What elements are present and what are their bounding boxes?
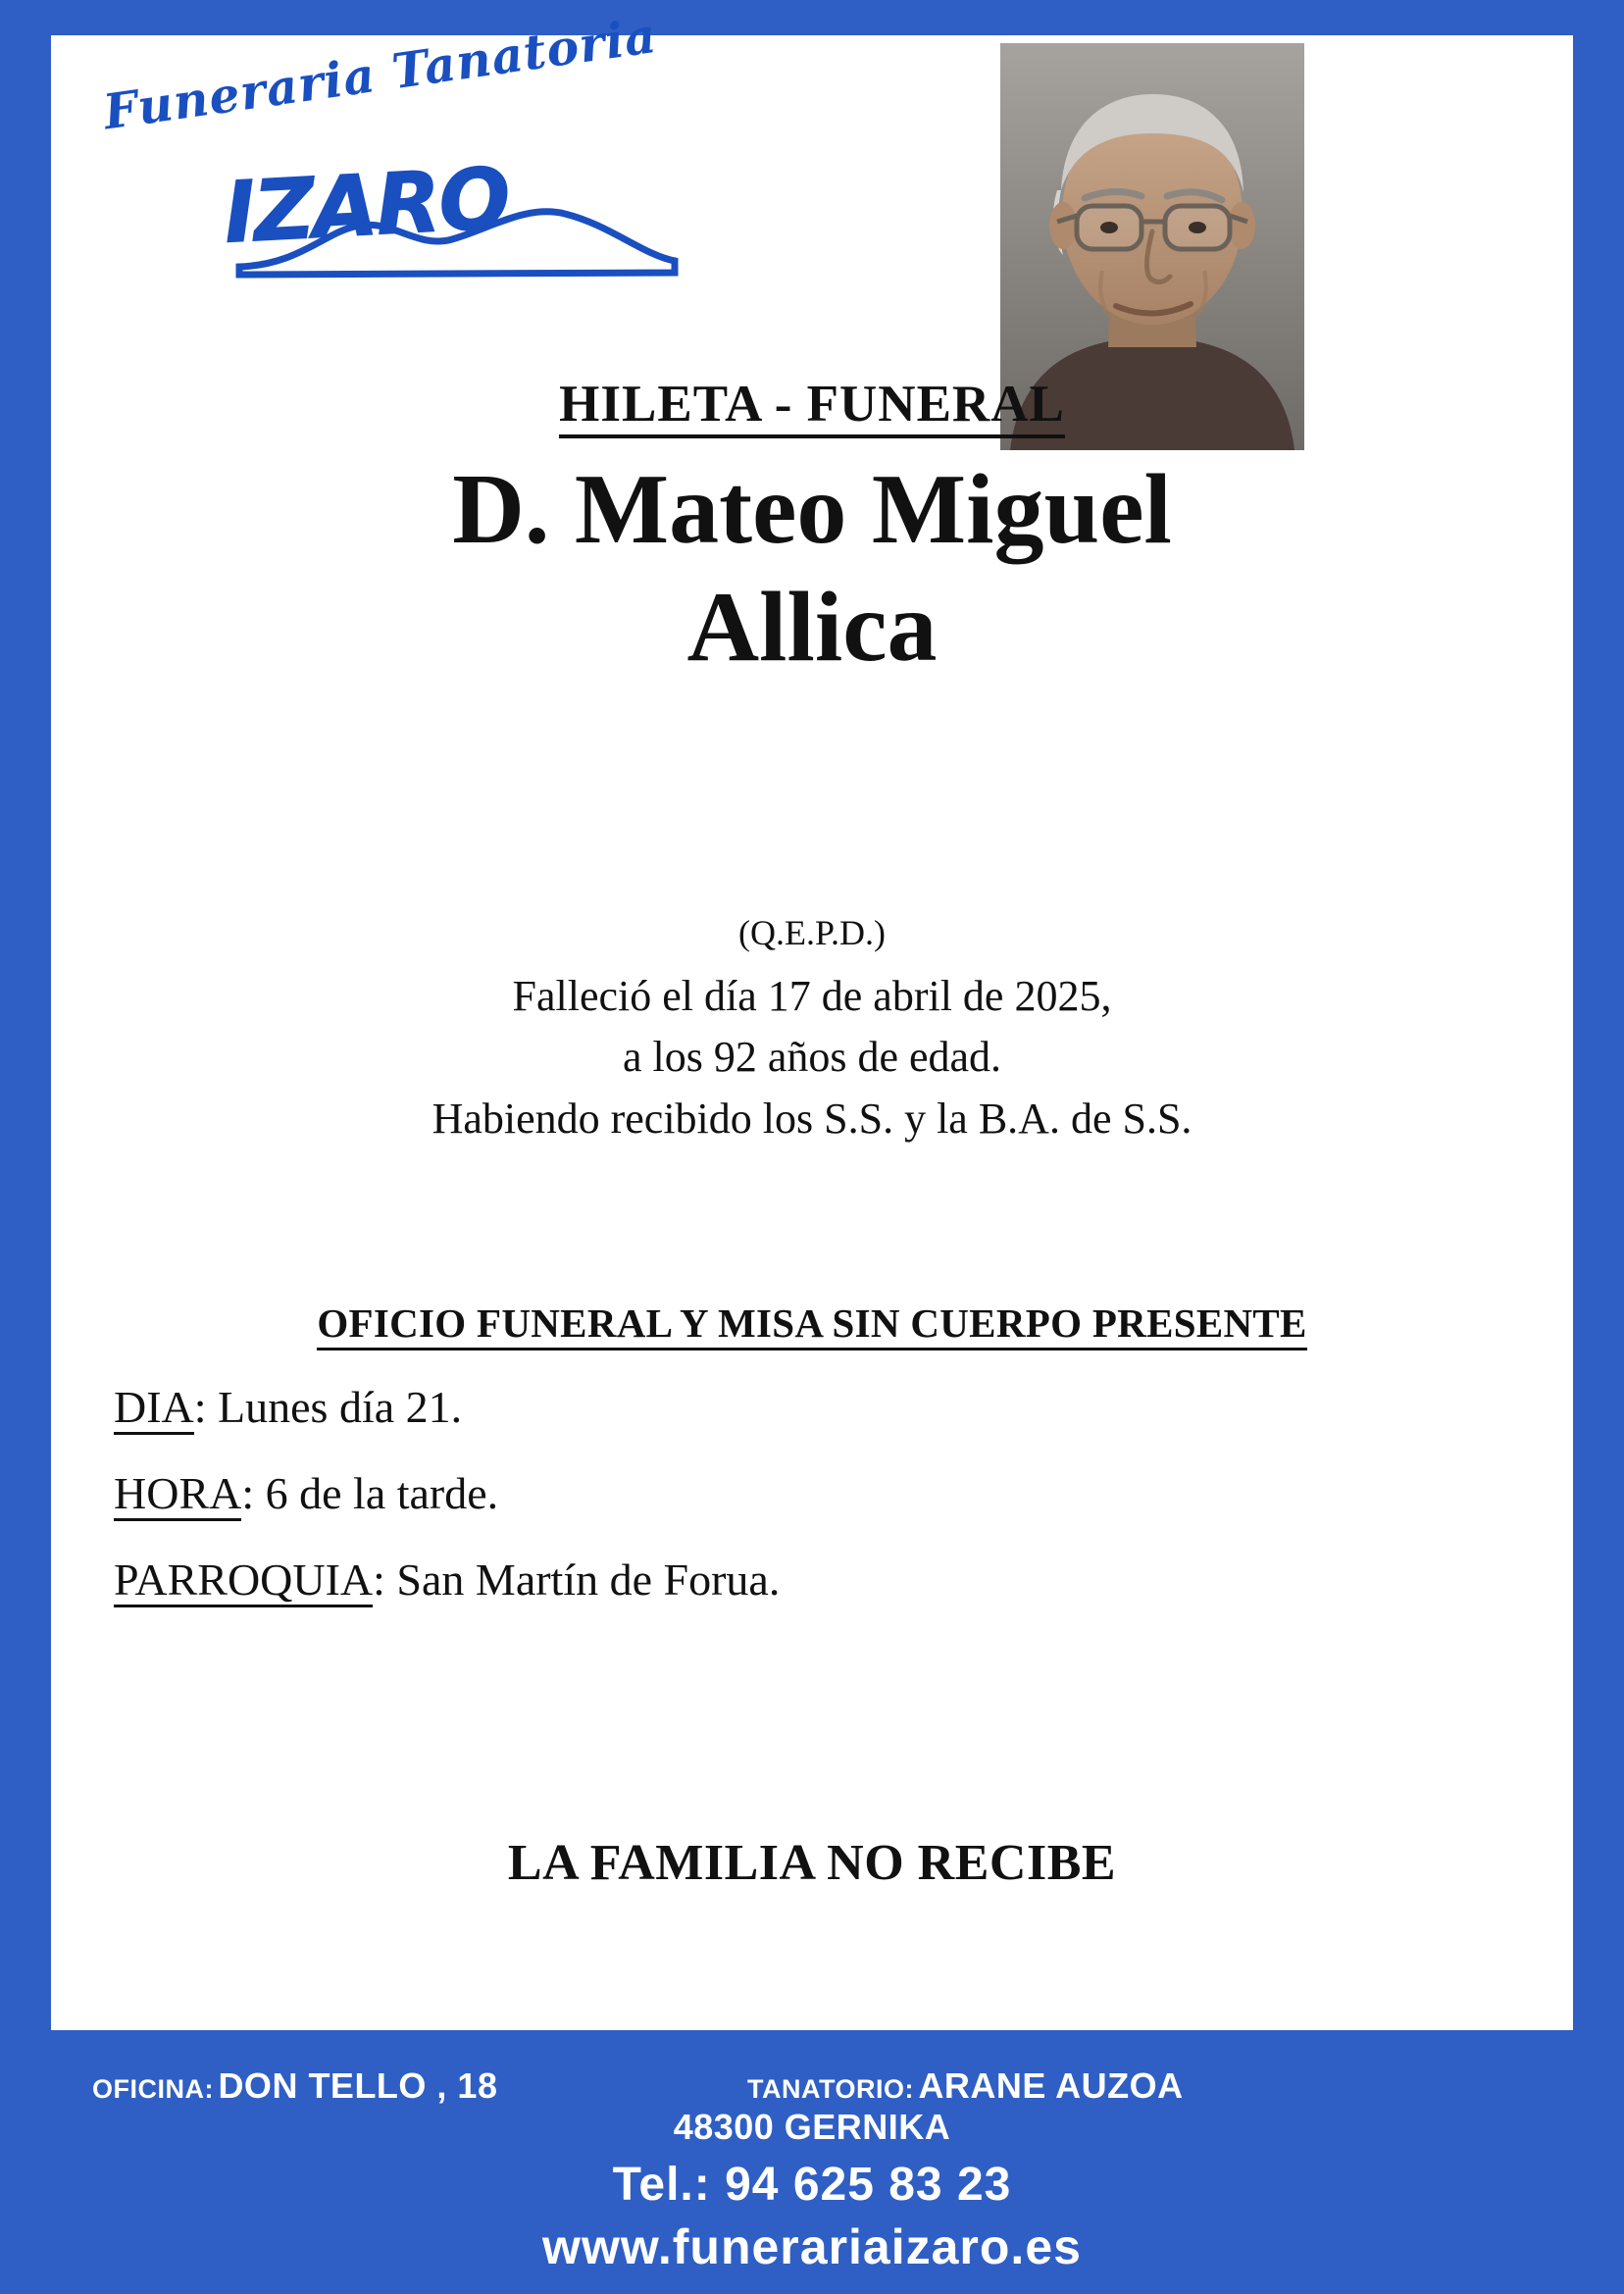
service-day-row xyxy=(114,1381,1389,1433)
service-hour-label: HORA xyxy=(114,1468,241,1521)
deceased-name-line1: D. Mateo Miguel xyxy=(452,454,1172,565)
footer-office-label: OFICINA: xyxy=(92,2074,214,2104)
service-day-value: : Lunes día 21. xyxy=(193,1382,463,1432)
footer-addresses-row xyxy=(0,2060,1624,2106)
logo-main-text: IZARO xyxy=(222,149,512,263)
page-title xyxy=(0,375,1624,433)
footer-tanatorio-value: ARANE AUZOA xyxy=(918,2065,1184,2106)
service-day-label: DIA xyxy=(114,1382,194,1435)
service-parish-row xyxy=(114,1554,1389,1606)
service-heading xyxy=(0,1300,1624,1347)
service-hour-value: : 6 de la tarde. xyxy=(241,1468,499,1518)
qepd-text: (Q.E.P.D.) xyxy=(738,913,886,952)
footer-office xyxy=(92,2065,497,2107)
service-heading-text: OFICIO FUNERAL Y MISA SIN CUERPO PRESENTE xyxy=(317,1300,1306,1351)
death-date-line: Falleció el día 17 de abril de 2025, xyxy=(512,972,1112,1020)
izaro-logo xyxy=(94,6,722,275)
footer-phone[interactable]: Tel.: 94 625 83 23 xyxy=(612,2159,1012,2211)
death-age-line: a los 92 años de edad. xyxy=(622,1033,1002,1082)
service-parish-label: PARROQUIA xyxy=(114,1555,373,1607)
service-hour-row xyxy=(114,1467,1389,1519)
deceased-name xyxy=(118,451,1506,688)
footer-website-link[interactable]: www.funerariaizaro.es xyxy=(542,2219,1082,2274)
footer-office-value: DON TELLO , 18 xyxy=(218,2065,498,2106)
service-parish-value: : San Martín de Forua. xyxy=(373,1555,781,1605)
family-notice: LA FAMILIA NO RECIBE xyxy=(507,1835,1117,1891)
footer-contact-bar xyxy=(0,2036,1624,2294)
logo-script-text: Funeraria Tanatoria xyxy=(100,6,661,141)
sacraments-line: Habiendo recibido los S.S. y la B.A. de S.S. xyxy=(431,1094,1193,1143)
page-title-text: HILETA - FUNERAL xyxy=(559,376,1065,438)
deceased-name-line2: Allica xyxy=(686,572,938,684)
death-details xyxy=(0,966,1624,1149)
footer-tanatorio xyxy=(747,2065,1184,2107)
footer-tanatorio-label: TANATORIO: xyxy=(747,2074,914,2104)
footer-city: 48300 GERNIKA xyxy=(673,2107,951,2147)
